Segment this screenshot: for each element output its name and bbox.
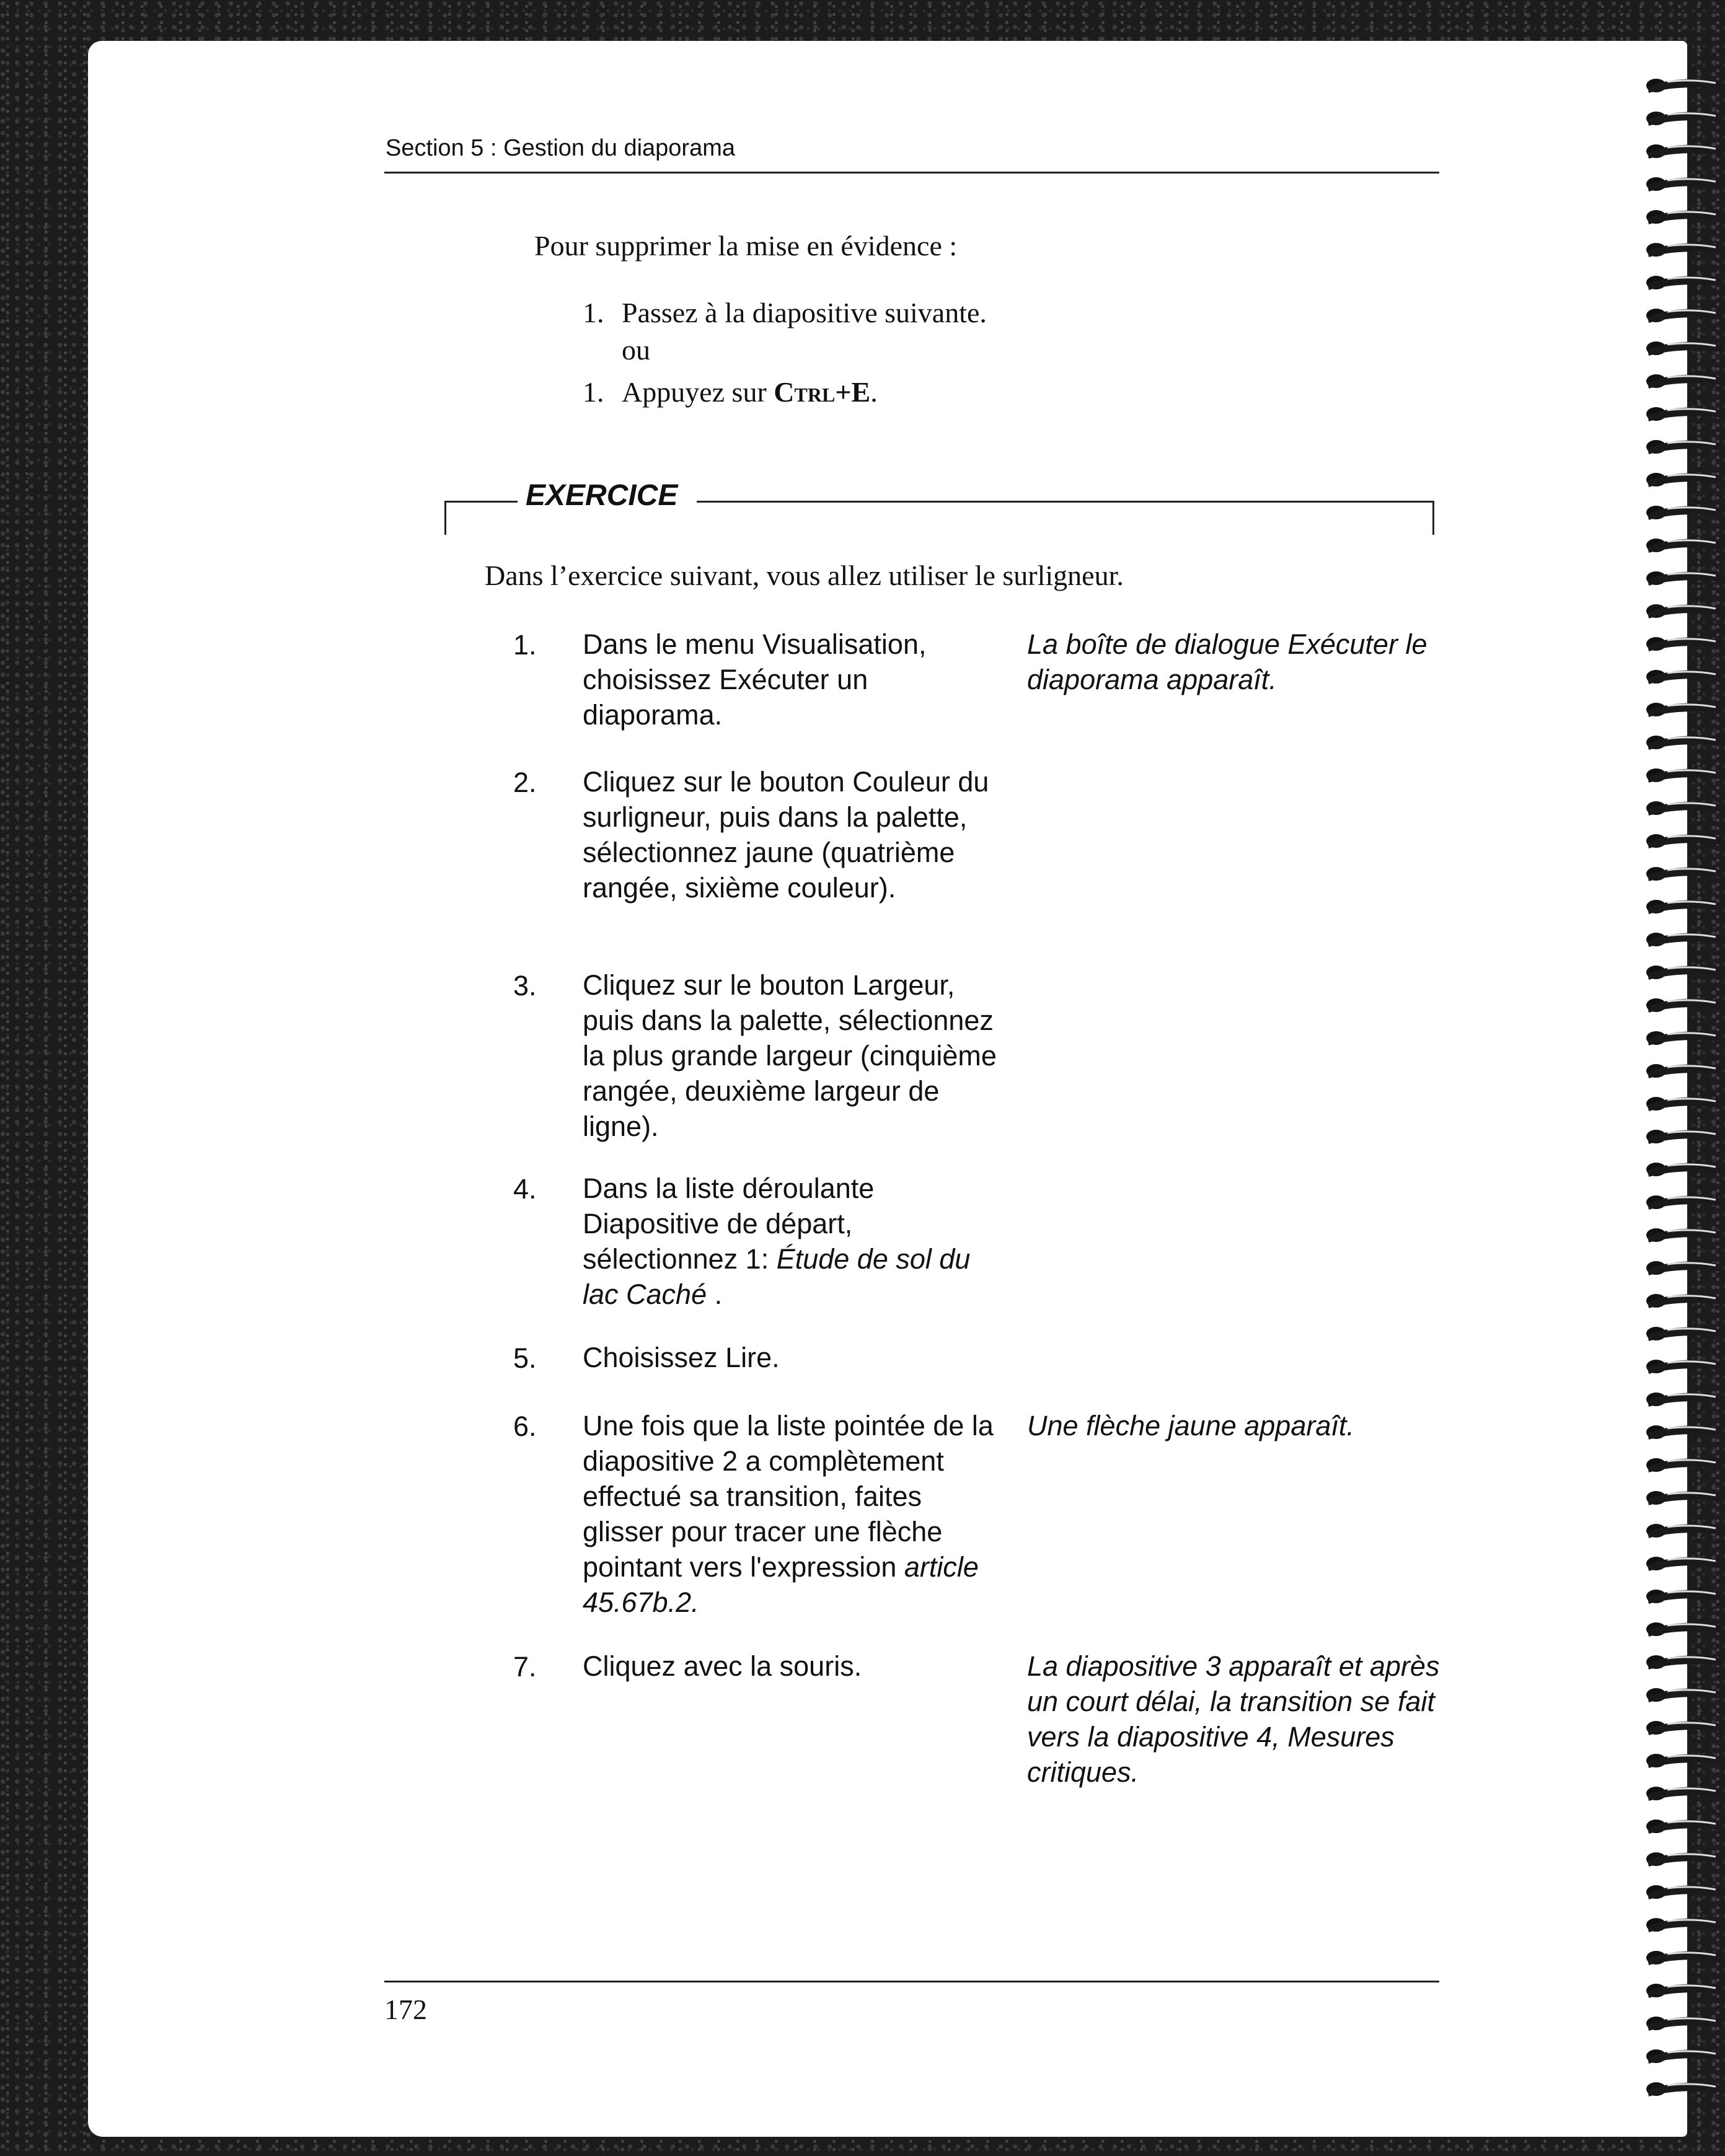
footer-rule [384,1981,1439,1982]
binding-loop [1646,933,1722,947]
step-1-result: La boîte de dialogue Exécuter le diaporama apparaît. [1027,628,1427,695]
step-6-number: 6. [513,1410,537,1442]
exercise-rule-right [697,501,1434,503]
binding-loop [1646,1261,1722,1275]
binding-loop [1646,506,1722,520]
step-7-text: Cliquez avec la souris. [583,1650,862,1682]
binding-loop [1646,1425,1722,1440]
option2-label: Appuyez sur [622,376,767,408]
binding-loop [1646,1327,1722,1341]
step-7-result: La diapositive 3 apparaît et après un court délai, la transition se fait vers la diapositive 4, Mesures critiques. [1027,1650,1440,1788]
binding-loop [1646,1557,1722,1571]
binding-loop [1646,900,1722,914]
binding-loop [1646,309,1722,323]
step-4-text-end: . [707,1278,723,1310]
step-5-text: Choisissez Lire. [583,1342,780,1373]
section-header: Section 5 : Gestion du diaporama [386,135,736,161]
step-6-text [583,1408,998,1620]
binding-loop [1646,966,1722,980]
binding-loop [1646,1064,1722,1078]
step-4-number: 4. [513,1173,537,1205]
binding-loop [1646,2082,1722,2097]
binding-loop [1646,1458,1722,1472]
binding-loop [1646,1097,1722,1111]
binding-loop [1646,1590,1722,1604]
option2-period: . [870,376,878,408]
binding-loop [1646,539,1722,553]
binding-loop [1646,1393,1722,1407]
binding-loop [1646,670,1722,684]
binding-loop [1646,1360,1722,1374]
step-2-text: Cliquez sur le bouton Couleur du surligneur, puis dans la palette, sélectionnez jaune (quatrième rangée, sixième couleur). [583,766,989,904]
step-2-number: 2. [513,767,537,798]
binding-loop [1646,703,1722,717]
header-rule [384,172,1439,174]
binding-loop [1646,440,1722,454]
binding-loop [1646,374,1722,389]
spiral-binding [1643,68,1725,2126]
step-7-number: 7. [513,1651,537,1683]
step-6-text-italic: article 45.67b.2. [583,1551,979,1618]
binding-loop [1646,2049,1722,2064]
step-6-text-main: Une fois que la liste pointée de la diapositive 2 a complètement effectué sa transition, faites glisser pour tracer une flèche pointant vers l'expression [583,1410,994,1583]
binding-loop [1646,1819,1722,1834]
binding-loop [1646,1195,1722,1210]
binding-loop [1646,1524,1722,1538]
binding-loop [1646,801,1722,816]
binding-loop [1646,144,1722,159]
step-1-number: 1. [513,629,537,661]
step-3-number: 3. [513,970,537,1001]
exercise-bracket-left [444,501,446,535]
intro-lead: Pour supprimer la mise en évidence : [534,230,958,262]
binding-loop [1646,1918,1722,1932]
binding-loop [1646,571,1722,586]
binding-loop [1646,1294,1722,1308]
binding-loop [1646,112,1722,126]
binding-loop [1646,637,1722,651]
step-1-text: Dans le menu Visualisation, choisissez Exécuter un diaporama. [583,628,927,731]
ctrl-key: Ctrl [774,376,836,408]
binding-loop [1646,1130,1722,1144]
binding-loop [1646,1852,1722,1867]
binding-loop [1646,1721,1722,1735]
binding-loop [1646,473,1722,487]
binding-loop [1646,341,1722,356]
exercise-bracket-right [1432,501,1434,535]
step-3-text: Cliquez sur le bouton Largeur, puis dans la palette, sélectionnez la plus grande largeur (cinquième rangée, deuxième largeur de ligne). [583,969,997,1142]
binding-loop [1646,2017,1722,2031]
option2-number: 1. [583,376,604,408]
option2-text [622,376,878,408]
binding-loop [1646,1951,1722,1965]
binding-loop [1646,768,1722,783]
binding-loop [1646,79,1722,93]
binding-loop [1646,834,1722,848]
binding-loop [1646,1885,1722,1899]
step-6-result: Une flèche jaune apparaît. [1027,1410,1354,1441]
binding-loop [1646,1787,1722,1801]
binding-loop [1646,1622,1722,1637]
step-4-text-italic: Étude de sol du lac Caché [583,1243,971,1310]
binding-loop [1646,1491,1722,1505]
step-4-text-main: Dans la liste déroulante Diapositive de départ, sélectionnez 1: [583,1173,875,1275]
binding-loop [1646,998,1722,1013]
or-separator: ou [622,334,650,366]
binding-loop [1646,177,1722,191]
key-combo: +E [835,376,871,408]
binding-loop [1646,407,1722,421]
binding-loop [1646,276,1722,290]
exercise-rule-left [444,501,518,503]
step-5-number: 5. [513,1342,537,1374]
step-4-text [583,1171,998,1312]
binding-loop [1646,1754,1722,1768]
binding-loop [1646,1163,1722,1177]
binding-loop [1646,1688,1722,1702]
option1-number: 1. [583,297,604,328]
binding-loop [1646,1228,1722,1243]
option1-text: Passez à la diapositive suivante. [622,297,987,328]
page-number: 172 [384,1994,427,2025]
binding-loop [1646,1984,1722,1998]
binding-loop [1646,1031,1722,1045]
exercise-intro: Dans l’exercice suivant, vous allez utiliser le surligneur. [485,560,1124,591]
binding-loop [1646,210,1722,224]
binding-loop [1646,243,1722,257]
binding-loop [1646,736,1722,750]
binding-loop [1646,1655,1722,1670]
binding-loop [1646,867,1722,881]
binding-loop [1646,604,1722,618]
exercise-title: EXERCICE [526,479,678,512]
